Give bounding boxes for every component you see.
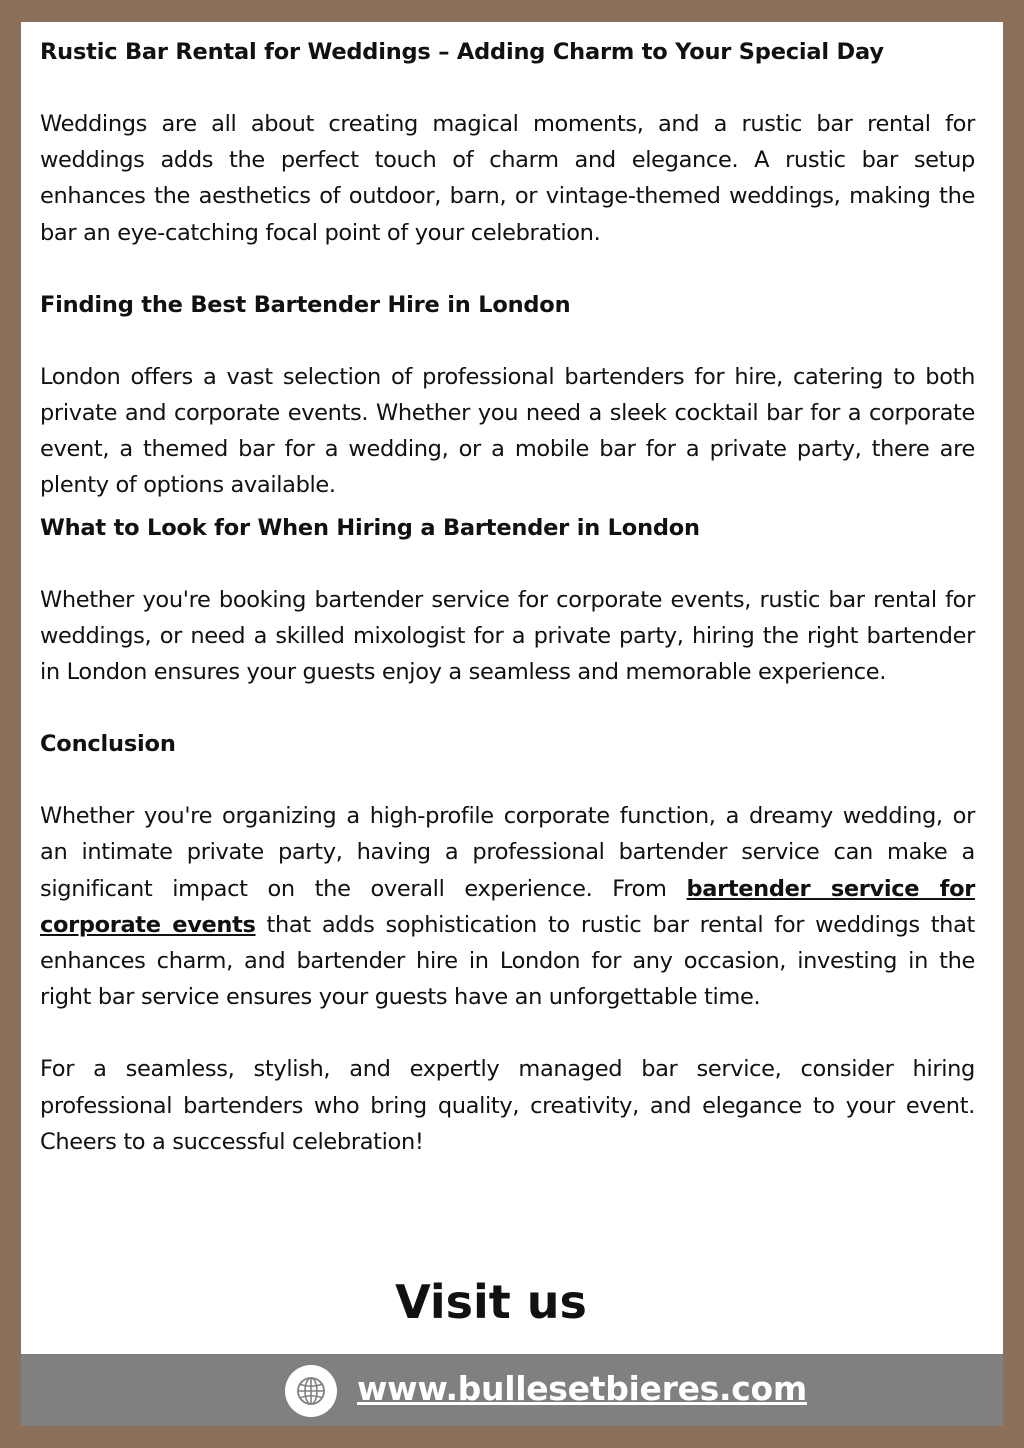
- intro-paragraph: Weddings are all about creating magical moments, and a rustic bar rental for weddings adds the perfect touch of charm and elegance. A rustic bar setup enhances the aesthetics of outdoor, barn, or vintage-themed weddings, making the bar an eye-catching focal point of your celebration.: [40, 111, 975, 246]
- website-link[interactable]: www.bullesetbieres.com: [357, 1369, 807, 1408]
- closing-paragraph: For a seamless, stylish, and expertly managed bar service, consider hiring professional bartenders who bring quality, creativity, and elegance to your event. Cheers to a successful celebration!: [40, 1056, 975, 1155]
- article-content: [40, 34, 975, 1160]
- section-heading-what-to-look-for: What to Look for When Hiring a Bartender in London: [40, 514, 700, 541]
- section-heading-bartender-hire: Finding the Best Bartender Hire in London: [40, 291, 571, 318]
- conclusion-paragraph: [40, 798, 975, 1015]
- article-title: Rustic Bar Rental for Weddings – Adding Charm to Your Special Day: [40, 39, 884, 65]
- corporate-events-link[interactable]: bartender service for corporate events: [40, 875, 975, 938]
- document-page: [21, 22, 1003, 1426]
- globe-icon: [285, 1365, 337, 1417]
- conclusion-text-before-link: Whether you're organizing a high-profile corporate function, a dreamy wedding, or an intimate private party, having a professional bartender service can make a significant impact on the overall experience. From: [40, 803, 975, 902]
- section-heading-conclusion: Conclusion: [40, 731, 176, 758]
- conclusion-text-after-link: that adds sophistication to rustic bar rental for weddings that enhances charm, and bartender hire in London for any occasion, investing in the right bar service ensures your guests have an unforgettable time.: [40, 911, 975, 1011]
- section-paragraph-bartender-hire: London offers a vast selection of professional bartenders for hire, catering to both private and corporate events. Whether you need a sleek cocktail bar for a corporate event, a themed bar for a wedding, or a mobile bar for a private party, there are plenty of options available.: [40, 363, 975, 499]
- section-paragraph-what-to-look-for: Whether you're booking bartender service for corporate events, rustic bar rental for weddings, or need a skilled mixologist for a private party, hiring the right bartender in London ensures your guests enjoy a seamless and memorable experience.: [40, 586, 975, 686]
- visit-us-heading: Visit us: [395, 1275, 587, 1329]
- footer-bar: [21, 1354, 1003, 1426]
